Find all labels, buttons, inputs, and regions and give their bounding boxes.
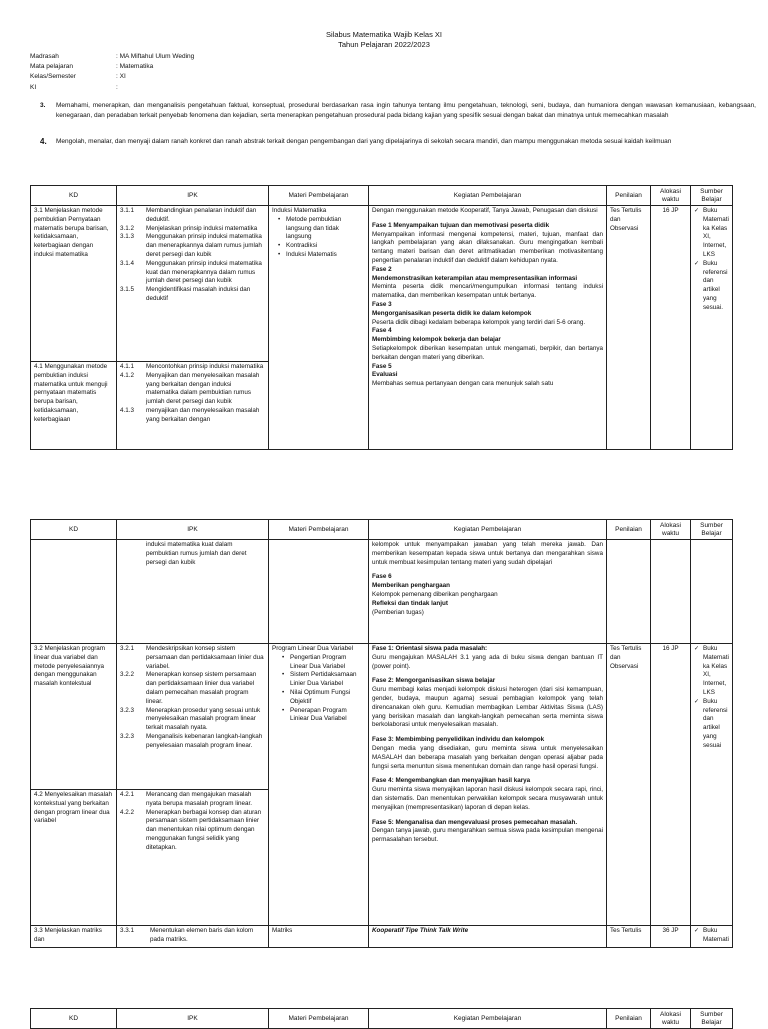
- ipk-cell: [117, 926, 269, 948]
- fase-heading: Mendemonstrasikan keterampilan atau mempresentasikan informasi: [372, 274, 578, 282]
- fase-heading: Membimbing kelompok bekerja dan belajar: [372, 336, 501, 344]
- meta-row: [30, 72, 194, 82]
- ipk-text: Mengidentifikasi masalah induksi dan deduktif: [146, 286, 251, 302]
- fase-heading: Fase 6: [372, 573, 392, 581]
- fase-heading: Evaluasi: [372, 371, 398, 379]
- alokasi-cell: 16 JP: [651, 206, 691, 450]
- penilaian-cell: Tes Tertulis dan Observasi: [607, 644, 651, 926]
- identity-block: [30, 52, 194, 93]
- sumber-cell: [691, 540, 733, 644]
- materi-item: • Metode pembuktian langsung dan tidak langsung: [278, 216, 365, 242]
- ki-number: 4.: [40, 137, 47, 146]
- col-ipk: IPK: [117, 186, 269, 206]
- kegiatan-text: Guru meminta siswa menyajikan laporan hasil diskusi kelompok secara rapi, rinci, dan sistematis. Dan menentukan perwakilan kelompok secara musyawarah untuk menyajikan (mempresentasikan) laporan di depan kelas.: [372, 786, 603, 811]
- fase-heading: Fase 5: Menganalisa dan mengevaluasi proses pemecahan masalah.: [372, 818, 578, 826]
- meta-row: [30, 62, 194, 72]
- kegiatan-text: Dengan media yang disediakan, guru meminta siswa untuk menyelesaikan MASALAH dan beberapa masalah yang berkaitan dengan operasi aljabar pada fungsi serta menuntun siswa menentukan domain dan range hasil operasi fungsi.: [372, 744, 603, 770]
- ipk-text: menyajikan dan menyelesaikan masalah yang berkaitan dengan: [146, 406, 260, 423]
- col-alokasi: Alokasi waktu: [651, 186, 691, 206]
- ipk-item: [120, 260, 265, 286]
- materi-cell: [269, 540, 369, 644]
- ipk-cell: [117, 540, 269, 644]
- kegiatan-text: Guru mengajukan MASALAH 3.1 yang ada di buku siswa dengan bantuan IT (power point).: [372, 653, 603, 670]
- ipk-item: [120, 645, 265, 671]
- meta-label: Madrasah: [30, 53, 59, 60]
- col-kd: KD: [31, 520, 117, 540]
- table-row: [31, 540, 733, 644]
- ipk-item: [120, 707, 265, 733]
- sumber-cell: [691, 926, 733, 948]
- sumber-item: ✓ Buku Matemati ka Kelas XI, Internet, LKS: [694, 207, 729, 260]
- kegiatan-method: Kooperatif Tipe Think Talk Write: [372, 927, 469, 934]
- kegiatan-cell: [369, 540, 607, 644]
- ipk-item: [120, 407, 265, 425]
- ki-text: Mengolah, menalar, dan menyaji dalam ranah konkret dan ranah abstrak terkait dengan pengembangan dari yang dipelajarinya di sekolah secara mandiri, dan mampu menggunakan metoda sesuai kaidah keilmuan: [56, 138, 672, 145]
- ipk-number: 4.1.1: [120, 363, 135, 370]
- ipk-text: Mencontohkan prinsip induksi matematika: [146, 363, 264, 370]
- kegiatan-text: Kelompok pemenang diberikan penghargaan: [372, 590, 498, 598]
- ipk-number: 3.2.3: [120, 706, 135, 714]
- meta-label: KI: [30, 83, 37, 91]
- penilaian-cell: Tes Tertulis dan Observasi: [607, 206, 651, 450]
- penilaian-cell: Tes Tertulis: [607, 926, 651, 948]
- table-row: [31, 926, 733, 948]
- kd-cell: 3.2 Menjelaskan program linear dua variabel dan metode penyelesaiannya dengan menggunakan masalah kontekstual: [31, 644, 117, 790]
- ki-item: [40, 137, 756, 147]
- ipk-item: [120, 791, 265, 809]
- ipk-number: 3.1.3: [120, 233, 135, 241]
- ipk-item: [120, 733, 265, 751]
- ipk-text: Menggunakan prinsip induksi matematika dan menerapkannya dalam rumus jumlah deret persegi dan kubik: [146, 233, 262, 258]
- meta-row: [30, 83, 194, 93]
- meta-label: Mata pelajaran: [30, 63, 73, 71]
- kegiatan-cell: [369, 644, 607, 926]
- fase-heading: Fase 4: Mengembangkan dan menyajikan hasil karya: [372, 777, 531, 785]
- ipk-cell: [117, 362, 269, 450]
- materi-item: • Kontradiksi: [278, 242, 365, 251]
- ipk-cell: [117, 206, 269, 362]
- ipk-text: Menerapkan berbagai konsep dan aturan persamaan sistem pertidaksamaan linier dan menentukan nilai optimum dengan menggunakan fungsi selidik yang ditetapkan.: [146, 808, 262, 851]
- meta-value: : Matematika: [116, 63, 154, 71]
- ipk-text: Menerapkan konsep sistem persamaan dan pertidaksamaan linier dua variabel dalam pemecahan masalah program linear.: [146, 671, 257, 705]
- materi-item: • Sistem Pertidaksamaan Linier Dua Variabel: [282, 671, 365, 689]
- col-penilaian: Penilaian: [607, 1009, 651, 1029]
- materi-item: • Nilai Optimum Fungsi Objektif: [282, 689, 365, 707]
- fase-heading: Fase 1: Orientasi siswa pada masalah:: [372, 645, 488, 652]
- fase-heading: Fase 5: [372, 362, 392, 370]
- fase-heading: Fase 1 Menyampaikan tujuan dan memotivasi peserta didik: [372, 221, 550, 229]
- ipk-cell: [117, 790, 269, 926]
- ki-number: 3.: [40, 102, 46, 109]
- materi-title: Program Linear Dua Variabel: [272, 645, 354, 652]
- kegiatan-cell: [369, 926, 607, 948]
- col-sumber: Sumber Belajar: [691, 186, 733, 206]
- ipk-number: 3.1.5: [120, 286, 135, 294]
- col-ipk: IPK: [117, 1009, 269, 1029]
- ipk-item: [120, 207, 265, 225]
- col-kd: KD: [31, 186, 117, 206]
- table-row: [31, 206, 733, 362]
- sumber-item: ✓ Buku Matemati ka Kelas XI, Internet, LKS: [694, 645, 729, 698]
- kegiatan-text: Setiapkelompok diberikan kesempatan untuk mengamati, berpikir, dan bertanya berkaitan dengan materi yang diberikan.: [372, 344, 603, 361]
- kegiatan-text: Menyampaikan informasi mengenai kompetensi, materi, tujuan, manfaat dan langkah pembelajaran yang akan dilaksanakan. Guru mengingatkan kembali tentang materi barisan dan deret aritmatikadan memberikan motivasitentang pengertian penalaran induktif dan deduktif dalam kehidupan nyata.: [372, 230, 603, 264]
- ipk-text: Menjelaskan prinsip induksi matematika: [146, 224, 258, 232]
- kegiatan-cell: [369, 206, 607, 450]
- fase-heading: Fase 2: Mengorganisasikan siswa belajar: [372, 677, 496, 685]
- meta-value: : MA Miftahul Ulum Weding: [116, 53, 195, 60]
- ipk-text: Menentukan elemen baris dan kolom pada matriks.: [150, 927, 254, 943]
- ipk-number: 3.3.1: [120, 927, 135, 934]
- kegiatan-text: Dengan tanya jawab, guru mengarahkan semua siswa pada kesimpulan mengenai permasalahan tersebut.: [372, 827, 603, 844]
- sumber-item: ✓ Buku referensi dan artikel yang sesuai.: [694, 260, 729, 313]
- ipk-number: 4.2.2: [120, 808, 135, 816]
- ipk-number: 3.1.1: [120, 207, 135, 214]
- col-materi: Materi Pembelajaran: [269, 520, 369, 540]
- ipk-cell: [117, 644, 269, 790]
- ipk-text: Menyajikan dan menyelesaikan masalah yang berkaitan dengan induksi matematika dalam pembuktian rumus jumlah deret persegi dan kubik: [146, 371, 260, 406]
- kd-cell: 4.2 Menyelesaikan masalah kontekstual yang berkaitan dengan program linear dua variabel: [31, 790, 117, 926]
- syllabus-table-2: [30, 519, 733, 948]
- ipk-item: [120, 671, 265, 706]
- ipk-item: [120, 286, 265, 304]
- ipk-item: [120, 363, 265, 372]
- materi-cell: Matriks: [269, 926, 369, 948]
- kegiatan-text: (Pemberian tugas): [372, 608, 424, 616]
- materi-cell: [269, 644, 369, 926]
- kegiatan-text: Peserta didik dibagi kedalam beberapa kelompok yang terdiri dari 5-6 orang.: [372, 318, 586, 326]
- ipk-text: Merancang dan mengajukan masalah nyata berupa masalah program linear.: [146, 791, 253, 807]
- ipk-item: [120, 225, 265, 234]
- ipk-text: Menganalisis kebenaran langkah-langkah penyelesaian masalah program linear.: [146, 732, 263, 749]
- sumber-cell: [691, 644, 733, 926]
- alokasi-cell: 16 JP: [651, 644, 691, 926]
- kd-cell: 4.1 Menggunakan metode pembuktian induksi matematika untuk menguji pernyataan matematis berupa barisan, ketidaksamaan, keterbagiaan: [31, 362, 117, 450]
- meta-row: [30, 52, 194, 62]
- fase-heading: Fase 3: [372, 300, 392, 308]
- table-row: [31, 644, 733, 790]
- col-ipk: IPK: [117, 520, 269, 540]
- alokasi-cell: [651, 540, 691, 644]
- kegiatan-text: Meminta peserta didik mencari/mengumpulkan informasi tentang induksi matematika, dan memberikan kesempatan untuk bertanya.: [372, 283, 603, 300]
- ipk-number: 3.2.1: [120, 645, 135, 652]
- table-header-row: [31, 520, 733, 540]
- col-penilaian: Penilaian: [607, 186, 651, 206]
- sumber-item: ✓ Buku Matemati: [694, 927, 729, 945]
- col-kegiatan: Kegiatan Pembelajaran: [369, 186, 607, 206]
- col-materi: Materi Pembelajaran: [269, 186, 369, 206]
- col-kd: KD: [31, 1009, 117, 1029]
- col-sumber: Sumber Belajar: [691, 1009, 733, 1029]
- materi-item: • Pengertian Program Linear Dua Variabel: [282, 654, 365, 672]
- document-title: Silabus Matematika Wajib Kelas XI: [325, 30, 443, 39]
- col-sumber: Sumber Belajar: [691, 520, 733, 540]
- sumber-cell: [691, 206, 733, 450]
- sumber-item: ✓ Buku referensi dan artikel yang sesuai: [694, 698, 729, 751]
- ipk-text: Membandingkan penalaran induktif dan deduktif.: [146, 207, 257, 223]
- ipk-item: [120, 372, 265, 407]
- ipk-text: Menerapkan prosedur yang sesuai untuk menyelesaikan masalah program linear terkait masalah nyata.: [146, 706, 261, 732]
- kegiatan-text: Dengan menggunakan metode Kooperatif, Tanya Jawab, Penugasan dan diskusi: [372, 207, 598, 214]
- materi-cell: [269, 206, 369, 450]
- ipk-number: 4.1.2: [120, 371, 135, 379]
- kd-cell: 3.1 Menjelaskan metode pembuktian Pernyataan matematis berupa barisan, ketidaksamaan, keterbagiaan dengan induksi matematika: [31, 206, 117, 362]
- ipk-item: [120, 233, 265, 259]
- ipk-number: 3.2.2: [120, 671, 135, 679]
- ipk-number: 3.2.3: [120, 732, 135, 740]
- ipk-text: induksi matematika kuat dalam pembuktian rumus jumlah dan deret persegi dan kubik: [146, 541, 247, 566]
- ipk-number: 3.1.2: [120, 224, 135, 232]
- kd-cell: [31, 540, 117, 644]
- fase-heading: Fase 2: [372, 265, 392, 273]
- syllabus-table-1: [30, 185, 733, 450]
- meta-value: : XI: [116, 73, 126, 81]
- col-alokasi: Alokasi waktu: [651, 520, 691, 540]
- fase-heading: Mengorganisasikan peserta didik ke dalam kelompok: [372, 309, 532, 317]
- fase-heading: Refleksi dan tindak lanjut: [372, 599, 448, 607]
- penilaian-cell: [607, 540, 651, 644]
- ipk-item: [120, 809, 265, 853]
- meta-value: :: [116, 83, 118, 91]
- col-penilaian: Penilaian: [607, 520, 651, 540]
- ipk-number: 4.1.3: [120, 406, 135, 414]
- fase-heading: Memberikan penghargaan: [372, 582, 451, 590]
- col-kegiatan: Kegiatan Pembelajaran: [369, 1009, 607, 1029]
- table-header-row: [31, 1009, 733, 1029]
- ipk-text: Menggunakan prinsip induksi matematika kuat dan menerapkannya dalam rumus jumlah deret persegi dan kubik: [146, 259, 262, 285]
- meta-label: Kelas/Semester: [30, 73, 76, 81]
- col-alokasi: Alokasi waktu: [651, 1009, 691, 1029]
- kegiatan-text: Membahas semua pertanyaan dengan cara menunjuk salah satu: [372, 380, 554, 388]
- ipk-item: [120, 927, 265, 945]
- ipk-number: 4.2.1: [120, 791, 135, 798]
- table-header-row: [31, 186, 733, 206]
- materi-title: Induksi Matematika: [272, 207, 327, 214]
- materi-item: • Penerapan Program Liniear Dua Variabel: [282, 707, 365, 725]
- fase-heading: Fase 4: [372, 327, 392, 335]
- syllabus-table-3: [30, 1008, 733, 1029]
- kegiatan-text: kelompok untuk menyampaikan jawaban yang telah mereka jawab. Dan memberikan kesempatan kepada siswa untuk bertanya dan mengarahkan siswa untuk membuat kesimpulan tentang materi yang sudah dipelajari: [372, 541, 603, 566]
- ki-text: Memahami, menerapkan, dan menganalisis pengetahuan faktual, konseptual, prosedural berdasarkan rasa ingin tahunya tentang ilmu pengetahuan, teknologi, seni, budaya, dan humaniora dengan wawasan kemanusiaan, kebangsaan, kenegaraan, dan peradaban terkait penyebab fenomena dan kejadian, serta menerapkan pengetahuan prosedural pada bidang kajian yang spesifik sesuai dengan bakat dan minatnya untuk memecahkan masalah: [56, 102, 756, 119]
- ki-item: [40, 101, 756, 121]
- kd-cell: 3.3 Menjelaskan matriks dan: [31, 926, 117, 948]
- ipk-text: Mendeskripsikan konsep sistem persamaan dan pertidaksamaan linier dua variabel.: [146, 645, 264, 670]
- alokasi-cell: 36 JP: [651, 926, 691, 948]
- ipk-number: 3.1.4: [120, 259, 135, 267]
- col-kegiatan: Kegiatan Pembelajaran: [369, 520, 607, 540]
- col-materi: Materi Pembelajaran: [269, 1009, 369, 1029]
- kegiatan-text: Guru membagi kelas menjadi kelompok diskusi heterogen (dari sisi kemampuan, gender, budaya, maupun agama) sesuai pembagian kelompok yang telah direncanakan oleh guru. Kemudian membagikan Lembar Aktivitas Siswa (LAS) yang berisikan masalah dan langkah-langkah pemecahan serta meminta siswa berkolaborasi untuk menyelesaikan masalah.: [372, 686, 603, 729]
- fase-heading: Fase 3: Membimbing penyelidikan individu dan kelompok: [372, 736, 545, 744]
- materi-item: • Induksi Matematis: [278, 251, 365, 260]
- document-year: Tahun Pelajaran 2022/2023: [338, 40, 430, 49]
